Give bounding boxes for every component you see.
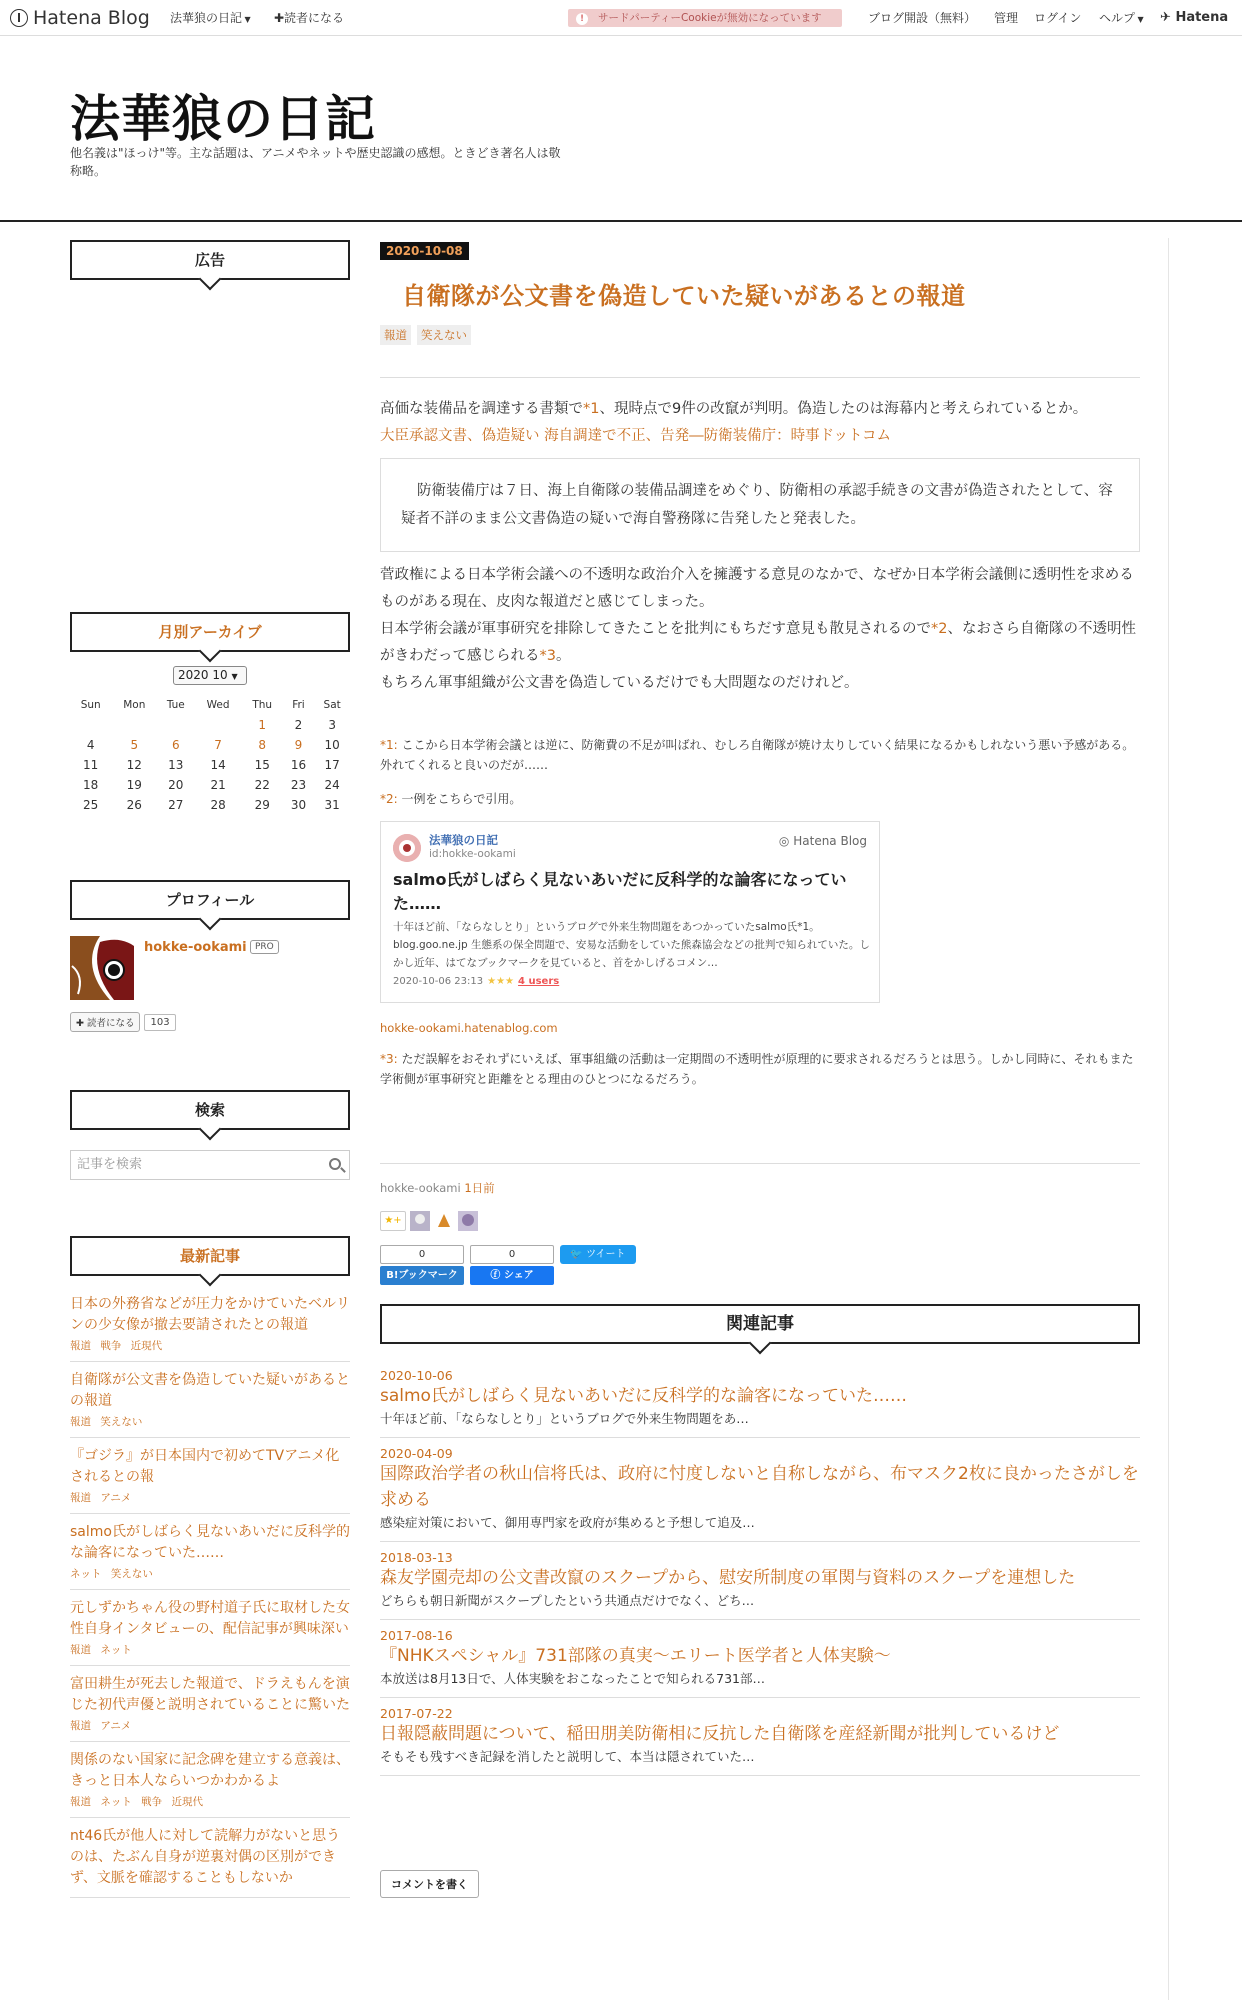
- related-entry-snippet: どちらも朝日新聞がスクープしたという共通点だけでなく、どち…: [380, 1593, 755, 1608]
- footnote-mark[interactable]: *3:: [380, 1052, 398, 1066]
- related-entry-date[interactable]: 2020-04-09: [380, 1446, 453, 1461]
- calendar-day: 16: [290, 758, 307, 772]
- embed-title[interactable]: salmo氏がしばらく見ないあいだに反科学的な論客になっていた……: [393, 870, 847, 913]
- calendar-day: [70, 715, 111, 735]
- recent-entry-tags[interactable]: 報道 アニメ: [70, 1492, 132, 1504]
- footnote: *2: 一例をこちらで引用。: [380, 792, 522, 806]
- facebook-icon: ⓕ: [490, 1270, 501, 1281]
- calendar-day: 17: [324, 758, 340, 772]
- calendar-day: 20: [168, 778, 184, 792]
- recent-entry-title[interactable]: 『ゴジラ』が日本国内で初めてTVアニメ化されるとの報: [70, 1448, 340, 1485]
- help-menu[interactable]: ヘルプ ▼: [1099, 11, 1144, 25]
- entry-date[interactable]: 2020-10-08: [380, 242, 469, 260]
- calendar-day: 11: [83, 758, 99, 772]
- chevron-down-icon: ▼: [231, 672, 238, 681]
- recent-entry-tags[interactable]: 報道 ネット: [70, 1644, 132, 1656]
- calendar-day: [157, 715, 194, 735]
- pro-badge: PRO: [250, 940, 279, 954]
- recent-entry-tags[interactable]: ネット 笑えない: [70, 1568, 153, 1580]
- share-buttons: [380, 1245, 636, 1285]
- share-count: 0: [470, 1245, 554, 1264]
- calendar-day: 29: [254, 798, 270, 812]
- weekday-header: Thu: [252, 699, 273, 711]
- cookie-warning[interactable]: ! サードパーティーCookieが無効になっています: [568, 9, 842, 27]
- tweet-button[interactable]: 🐦 ツイート: [560, 1245, 636, 1264]
- avatar[interactable]: [70, 936, 134, 1000]
- related-entry: [380, 1542, 1140, 1620]
- recent-entry-title[interactable]: 元しずかちゃん役の野村道子氏に取材した女性自身インタビューの、配信記事が興味深い: [70, 1600, 350, 1637]
- recent-entry-tags[interactable]: 報道 笑えない: [70, 1416, 143, 1428]
- calendar-day: 13: [168, 758, 184, 772]
- search-input[interactable]: 記事を検索: [70, 1150, 350, 1180]
- related-entry: [380, 1438, 1140, 1542]
- content-divider: [1168, 238, 1169, 2000]
- calendar-day[interactable]: 5: [130, 738, 139, 752]
- weekday-header: Sat: [323, 699, 341, 711]
- calendar-day: 30: [290, 798, 307, 812]
- calendar-day: 2: [294, 718, 303, 732]
- posted-time[interactable]: 1日前: [464, 1181, 495, 1195]
- calendar-day: 23: [290, 778, 307, 792]
- entry-footer-divider: [380, 1163, 1140, 1164]
- recent-entry-title[interactable]: 富田耕生が死去した報道で、ドラえもんを演じた初代声優と説明されていることに驚いた: [70, 1676, 350, 1713]
- star-user-avatar[interactable]: [410, 1211, 430, 1231]
- weekday-header: Wed: [206, 699, 230, 711]
- related-entry-title[interactable]: 日報隠蔽問題について、稲田朋美防衛相に反抗した自衛隊を産経新聞が批判しているけど: [380, 1724, 1060, 1744]
- category-tag[interactable]: 報道: [380, 325, 411, 345]
- related-title: 関連記事: [380, 1304, 1140, 1344]
- embed-brand: ◎ Hatena Blog: [778, 834, 867, 848]
- bookmark-count: 0: [380, 1245, 464, 1264]
- calendar-day: 15: [254, 758, 270, 772]
- related-entry-title[interactable]: 森友学園売却の公文書改竄のスクープから、慰安所制度の軍関与資料のスクープを連想した: [380, 1568, 1076, 1588]
- related-entry-title[interactable]: 『NHKスペシャル』731部隊の真実〜エリート医学者と人体実験〜: [380, 1646, 891, 1666]
- blockquote: 防衛装備庁は７日、海上自衛隊の装備品調達をめぐり、防衛相の承認手続きの文書が偽造されたとして、容疑者不詳のまま公文書偽造の疑いで海自警務隊に告発したと発表した。: [380, 458, 1140, 552]
- related-entry: [380, 1620, 1140, 1698]
- related-entries: [380, 1304, 1140, 1776]
- blog-card-embed[interactable]: [380, 821, 880, 1003]
- calendar-day: 25: [83, 798, 99, 812]
- calendar-day: 31: [324, 798, 340, 812]
- star-row: [380, 1210, 478, 1232]
- related-entry: [380, 1698, 1140, 1776]
- subscriber-count[interactable]: 103: [144, 1014, 175, 1031]
- recent-entry-tags[interactable]: 報道 戦争 近現代: [70, 1340, 163, 1352]
- related-entry: [380, 1360, 1140, 1438]
- star-user-avatar[interactable]: [434, 1211, 454, 1231]
- twitter-bird-icon: 🐦: [570, 1249, 583, 1260]
- calendar-day: 21: [210, 778, 226, 792]
- calendar-day[interactable]: 9: [294, 738, 303, 752]
- recent-list: [70, 1286, 350, 1898]
- recent-entry: [70, 1514, 350, 1590]
- weekday-header: Fri: [292, 699, 305, 711]
- hatena-logo-icon: ◎: [778, 834, 790, 848]
- profile-name[interactable]: hokke-ookami: [144, 940, 247, 955]
- footnote-mark[interactable]: *1:: [380, 738, 398, 752]
- calendar-day: 4: [86, 738, 95, 752]
- calendar-day: 14: [210, 758, 226, 772]
- entry-categories: [380, 325, 1140, 345]
- related-entry-snippet: 感染症対策において、御用専門家を政府が集めると予想して追及…: [380, 1515, 755, 1530]
- footnote: *1: ここから日本学術会議とは逆に、防衛費の不足が叫ばれ、むしろ自衛隊が焼け太りしていく結果になるかもしれないう悪い予感がある。外れてくれると良いのだが……: [380, 738, 1135, 772]
- hatena-logo-icon: [10, 9, 28, 27]
- profile-module: [70, 880, 350, 1032]
- caret-down-icon: ▼: [1135, 15, 1144, 24]
- author-link[interactable]: hokke-ookami: [380, 1181, 461, 1195]
- profile-title: プロフィール: [70, 880, 350, 920]
- entry: [380, 240, 1140, 345]
- calendar-day: 18: [83, 778, 99, 792]
- ad-title: 広告: [70, 240, 350, 280]
- calendar-day: 26: [126, 798, 142, 812]
- blog-description: 他名義は"ほっけ"等。主な話題は、アニメやネットや歴史認識の感想。ときどき著名人は敬称略。: [70, 146, 561, 178]
- entry-title[interactable]: 自衛隊が公文書を偽造していた疑いがあるとの報道: [402, 282, 966, 310]
- search-title: 検索: [70, 1090, 350, 1130]
- embed-blog-name[interactable]: 法華狼の日記: [429, 833, 498, 847]
- related-entry-date[interactable]: 2017-08-16: [380, 1628, 453, 1643]
- embed-excerpt: 十年ほど前、「ならなしとり」というブログで外来生物問題をあつかっていたsalmo氏*1。blog.goo.ne.jp 生態系の保全問題で、安易な活動をしていた熊森協会などの批判で知られていた。しかし近年、はてなブックマークを見ていると、首をかしげるコメン…: [393, 921, 870, 969]
- facebook-share-button[interactable]: [470, 1245, 554, 1285]
- caret-down-icon: ▼: [242, 15, 251, 24]
- calendar-day: 19: [126, 778, 142, 792]
- calendar-day[interactable]: 1: [258, 718, 267, 732]
- comment-area: [380, 1870, 479, 1898]
- calendar-day: 24: [324, 778, 340, 792]
- related-entry-date[interactable]: 2017-07-22: [380, 1706, 453, 1721]
- related-entry-snippet: 十年ほど前、「ならなしとり」というブログで外来生物問題をあ…: [380, 1411, 749, 1426]
- recent-entry-title[interactable]: nt46氏が他人に対して読解力がないと思うのは、たぶん自身が逆裏対偶の区別ができず、文脈を確認することもしないか: [70, 1828, 341, 1886]
- alert-icon: !: [576, 13, 588, 25]
- entry-body: [380, 396, 1140, 1089]
- recent-module: [70, 1236, 350, 1898]
- category-tag[interactable]: 笑えない: [417, 325, 471, 345]
- add-star-button[interactable]: ★+: [380, 1211, 406, 1231]
- recent-entry-title[interactable]: salmo氏がしばらく見ないあいだに反科学的な論客になっていた……: [70, 1524, 350, 1561]
- recent-entry-tags[interactable]: 報道 アニメ: [70, 1720, 132, 1732]
- footnote-ref[interactable]: *3: [539, 648, 556, 664]
- footnote-ref[interactable]: *1: [583, 401, 600, 417]
- paragraph: もちろん軍事組織が公文書を偽造しているだけでも大問題なのだけれど。: [380, 675, 859, 691]
- calendar-day[interactable]: 7: [214, 738, 222, 752]
- write-comment-button[interactable]: コメントを書く: [380, 1870, 479, 1898]
- recent-entry-title[interactable]: 自衛隊が公文書を偽造していた疑いがあるとの報道: [70, 1372, 350, 1409]
- recent-entry: [70, 1666, 350, 1742]
- recent-entry: [70, 1438, 350, 1514]
- related-entry-snippet: そもそも残すべき記録を消したと説明して、本当は隠されていた…: [380, 1749, 755, 1764]
- star-icon: ★★★: [487, 976, 515, 987]
- paragraph: 菅政権による日本学術会議への不透明な政治介入を擁護する意見のなかで、なぜか日本学術会議側に透明性を求めるものがある現在、皮肉な報道だと感じてしまった。: [380, 567, 1134, 610]
- embed-meta: 2020-10-06 23:13 ★★★ 4 users: [393, 976, 560, 987]
- calendar-day[interactable]: 6: [171, 738, 180, 752]
- calendar-day[interactable]: 8: [258, 738, 267, 752]
- recent-entry: [70, 1818, 350, 1898]
- recent-entry-title[interactable]: 関係のない国家に記念碑を建立する意義は、きっと日本人ならいつかわかるよ: [70, 1752, 350, 1789]
- footnote: *3: ただ誤解をおそれずにいえば、軍事組織の活動は一定期間の不透明性が原理的に要求されるだろうとは思う。しかし同時に、それもまた学術側が軍事研究と距離をとる理由のひとつになるだろう。: [380, 1052, 1134, 1086]
- footnote-ref[interactable]: *2: [931, 621, 948, 637]
- weekday-header: Tue: [166, 699, 185, 711]
- admin-link[interactable]: 管理: [994, 11, 1019, 25]
- recent-entry-tags[interactable]: 報道 ネット 戦争 近現代: [70, 1796, 204, 1808]
- related-entry-title[interactable]: salmo氏がしばらく見ないあいだに反科学的な論客になっていた……: [380, 1386, 907, 1406]
- search-module: [70, 1090, 350, 1180]
- related-entry-snippet: 本放送は8月13日で、人体実験をおこなったことで知られる731部…: [380, 1671, 765, 1686]
- bookmark-users[interactable]: 4 users: [518, 976, 560, 987]
- related-entry-date[interactable]: 2020-10-06: [380, 1368, 453, 1383]
- blog-title[interactable]: 法華狼の日記: [70, 90, 376, 148]
- author-line: [380, 1180, 495, 1196]
- blog-icon: [393, 834, 421, 862]
- calendar-day: 12: [126, 758, 142, 772]
- calendar-day: 3: [328, 718, 336, 732]
- blog-header: [0, 36, 1242, 222]
- profile-info: [70, 936, 350, 998]
- related-list: [380, 1360, 1140, 1776]
- recent-entry: [70, 1286, 350, 1362]
- paragraph: 高価な装備品を調達する書類で*1、現時点で9件の改竄が判明。偽造したのは海幕内と考えられているとか。: [380, 401, 1088, 417]
- subscribe-link[interactable]: ✚読者になる: [274, 11, 345, 25]
- ad-module: [70, 240, 350, 280]
- hatena-blog-logo[interactable]: Hatena Blog: [10, 0, 150, 36]
- facebook-share-label: ⓕ シェア: [470, 1266, 554, 1285]
- recent-entry: [70, 1590, 350, 1666]
- title-divider: [380, 377, 1140, 378]
- archive-calendar: [70, 666, 350, 815]
- calendar-table: [70, 695, 350, 815]
- login-link[interactable]: ログイン: [1034, 11, 1082, 25]
- hatena-topbar: [0, 0, 1242, 36]
- source-link[interactable]: 大臣承認文書、偽造疑い 海自調達で不正、告発―防衛装備庁：時事ドットコム: [380, 428, 891, 444]
- related-entry-title[interactable]: 国際政治学者の秋山信将氏は、政府に忖度しないと自称しながら、布マスク2枚に良かったさがしを求める: [380, 1464, 1139, 1510]
- blog-menu[interactable]: 法華狼の日記 ▼: [170, 11, 251, 25]
- related-entry-date[interactable]: 2018-03-13: [380, 1550, 453, 1565]
- archive-module: [70, 612, 350, 815]
- recent-entry-title[interactable]: 日本の外務省などが圧力をかけていたベルリンの少女像が撤去要請されたとの報道: [70, 1296, 350, 1333]
- bookmark-label: B!ブックマーク: [380, 1266, 464, 1285]
- weekday-header: Mon: [123, 699, 146, 711]
- star-user-avatar[interactable]: [458, 1211, 478, 1231]
- weekday-header: Sun: [80, 699, 101, 711]
- archive-month-select[interactable]: 2020 10 ▼: [173, 666, 247, 685]
- subscribe-button[interactable]: ✚ 読者になる: [70, 1012, 140, 1032]
- paragraph: 日本学術会議が軍事研究を排除してきたことを批判にもちだす意見も散見されるので*2、なおさら自衛隊の不透明性がきわだって感じられる*3。: [380, 621, 1136, 664]
- recent-title[interactable]: 最新記事: [70, 1236, 350, 1276]
- calendar-day: 28: [210, 798, 226, 812]
- calendar-day: 27: [168, 798, 184, 812]
- hatena-link[interactable]: ✈ Hatena: [1160, 10, 1229, 25]
- calendar-day: 10: [324, 738, 340, 752]
- recent-entry: [70, 1742, 350, 1818]
- recent-entry: [70, 1362, 350, 1438]
- footnote-mark[interactable]: *2:: [380, 792, 398, 806]
- search-icon[interactable]: [329, 1158, 341, 1170]
- calendar-day: 22: [254, 778, 270, 792]
- calendar-day: [111, 715, 157, 735]
- embed-domain-link[interactable]: hokke-ookami.hatenablog.com: [380, 1021, 558, 1035]
- archive-title[interactable]: 月別アーカイブ: [70, 612, 350, 652]
- hatena-mark-icon: ✈: [1160, 10, 1171, 25]
- hatena-bookmark-button[interactable]: [380, 1245, 464, 1285]
- calendar-day: [194, 715, 241, 735]
- reader-row: [70, 1012, 350, 1032]
- embed-blog-id: id:hokke-ookami: [429, 848, 516, 860]
- open-blog-link[interactable]: ブログ開設（無料）: [868, 11, 977, 25]
